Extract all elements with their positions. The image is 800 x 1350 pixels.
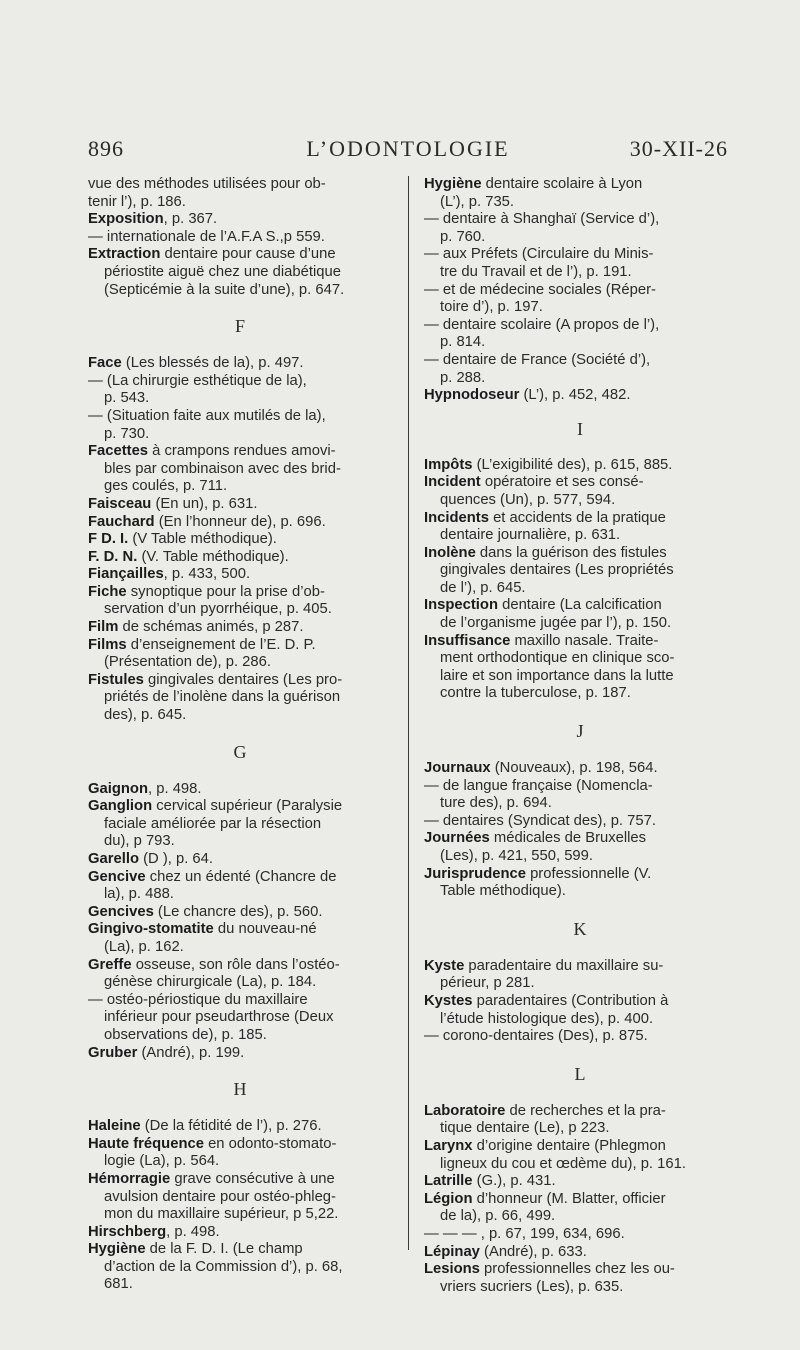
index-entry-fdi: F D. I. (V Table méthodique). xyxy=(88,531,277,548)
index-entry-fiche: Fiche synoptique pour la prise d’ob- servation d’un pyorrhéique, p. 405. xyxy=(88,583,332,618)
index-entry-hygiene-scolaire: — dentaire scolaire (A propos de l’), p. 814. xyxy=(424,316,660,351)
index-entry-hygiene-fdi: Hygiène de la F. D. I. (Le champ d’action de la Commission d’), p. 68, 681. xyxy=(88,1241,343,1293)
index-entry-inspection: Inspection dentaire (La calcification de l’organisme jugée par l’), p. 150. xyxy=(424,597,672,632)
section-letter-i: I xyxy=(577,418,583,439)
section-letter-f: F xyxy=(234,316,245,337)
index-entry-hypnodoseur: Hypnodoseur (L’), p. 452, 482. xyxy=(424,387,631,404)
section-letter-j: J xyxy=(576,721,584,742)
issue-date: 30-XII-26 xyxy=(629,136,728,161)
index-entry-facettes: Facettes à crampons rendues amovi- bles par combinaison avec des brid- ges coulés, p. 711. xyxy=(88,443,341,495)
section-letter-g: G xyxy=(233,741,247,762)
index-entry-kystes: Kystes paradentaires (Contribution à l’étude histologique des), p. 400. xyxy=(424,992,669,1027)
index-entry-gencive: Gencive chez un édenté (Chancre de la), p. 488. xyxy=(88,868,337,903)
index-entry-lesions: Lesions professionnelles chez les ou- vriers sucriers (Les), p. 635. xyxy=(424,1261,675,1295)
index-entry-continuation: vue des méthodes utilisées pour ob- tenir l’), p. 186. xyxy=(88,176,326,210)
index-entry-latrille: Latrille (G.), p. 431. xyxy=(424,1173,556,1190)
index-entry-hygiene-france: — dentaire de France (Société d’), p. 288. xyxy=(424,351,651,386)
index-entry-hirschberg: Hirschberg, p. 498. xyxy=(88,1223,220,1240)
index-entry-ganglion: Ganglion cervical supérieur (Paralysie faciale améliorée par la résection du), p 793. xyxy=(88,798,343,850)
index-entry-jurisprudence: Jurisprudence professionnelle (V. Table méthodique). xyxy=(424,865,652,900)
section-letter-h: H xyxy=(233,1079,247,1100)
index-entry-kystes-corono: — corono-dentaires (Des), p. 875. xyxy=(424,1028,648,1045)
index-entry-fistules: Fistules gingivales dentaires (Les pro- priétés de l’inolène dans la guérison des), p. 645. xyxy=(88,671,343,724)
page-header xyxy=(88,136,728,166)
index-entry-laboratoire: Laboratoire de recherches et la pra- tique dentaire (Le), p 223. xyxy=(424,1102,666,1137)
index-entry-inolene: Inolène dans la guérison des fistules gingivales dentaires (Les propriétés de l’), p. 645. xyxy=(424,544,674,596)
index-entry-exposition: Exposition, p. 367. xyxy=(88,211,218,228)
index-entry-impots: Impôts (L’exigibilité des), p. 615, 885. xyxy=(424,456,673,473)
index-entry-gaignon: Gaignon, p. 498. xyxy=(88,780,202,797)
index-entry-haleine: Haleine (De la fétidité de l’), p. 276. xyxy=(88,1118,322,1135)
index-entry-gruber: Gruber (André), p. 199. xyxy=(88,1044,245,1061)
index-entry-kyste: Kyste paradentaire du maxillaire su- périeur, p 281. xyxy=(424,957,664,992)
index-entry-journaux-dentaires: — dentaires (Syndicat des), p. 757. xyxy=(424,812,656,829)
left-column xyxy=(88,176,392,1294)
index-entry-hygiene-shanghai: — dentaire à Shanghaï (Service d’), p. 760. xyxy=(424,211,660,245)
index-entry-gencives: Gencives (Le chancre des), p. 560. xyxy=(88,903,323,920)
index-entry-face-situation: — (Situation faite aux mutilés de la), p. 730. xyxy=(88,407,326,442)
index-entry-hemorragie: Hémorragie grave consécutive à une avulsion dentaire pour ostéo-phleg- mon du maxillaire supérieur, p 5,22. xyxy=(88,1170,339,1223)
index-entry-face: Face (Les blessés de la), p. 497. xyxy=(88,355,304,372)
index-entry-gingivo-stomatite: Gingivo-stomatite du nouveau-né (La), p. 162. xyxy=(88,921,317,955)
index-entry-journaux: Journaux (Nouveaux), p. 198, 564. xyxy=(424,760,658,777)
index-entry-incident: Incident opératoire et ses consé- quences (Un), p. 577, 594. xyxy=(424,474,644,508)
index-entry-films: Films d’enseignement de l’E. D. P. (Présentation de), p. 286. xyxy=(88,636,316,671)
index-entry-insuffisance: Insuffisance maxillo nasale. Traite- ment orthodontique en clinique sco- laire et son importance dans la lutte contre la tuberculose, p. 187. xyxy=(424,632,675,702)
index-entry-film: Film de schémas animés, p 287. xyxy=(88,619,304,636)
index-entry-hygiene-prefets: — aux Préfets (Circulaire du Minis- tre du Travail et de l’), p. 191. xyxy=(424,246,654,280)
index-entry-face-chirurgie: — (La chirurgie esthétique de la), p. 543. xyxy=(88,372,307,407)
index-entry-incidents: Incidents et accidents de la pratique dentaire journalière, p. 631. xyxy=(424,509,666,544)
section-letter-k: K xyxy=(573,918,587,939)
index-entry-fiancailles: Fiançailles, p. 433, 500. xyxy=(88,566,251,583)
page-number: 896 xyxy=(88,136,124,161)
index-entry-hygiene-lyon: Hygiène dentaire scolaire à Lyon (L’), p. 735. xyxy=(424,176,643,210)
journal-title: L’ODONTOLOGIE xyxy=(306,136,510,161)
index-entry-journaux-langue: — de langue française (Nomencla- ture des), p. 694. xyxy=(424,777,653,812)
index-entry-fauchard: Fauchard (En l’honneur de), p. 696. xyxy=(88,513,326,530)
section-letter-l: L xyxy=(574,1063,586,1084)
index-entry-extraction: Extraction dentaire pour cause d’une périostite aiguë chez une diabétique (Septicémie à la suite d’une), p. 647. xyxy=(88,246,345,298)
index-entry-faisceau: Faisceau (En un), p. 631. xyxy=(88,495,258,512)
column-divider xyxy=(408,176,409,1250)
index-entry-legion-dash: — — — , p. 67, 199, 634, 696. xyxy=(424,1225,625,1242)
index-entry-garello: Garello (D ), p. 64. xyxy=(88,851,214,867)
index-entry-haute-frequence: Haute fréquence en odonto-stomato- logie (La), p. 564. xyxy=(88,1135,337,1170)
index-entry-greffe-osteo: — ostéo-périostique du maxillaire inférieur pour pseudarthrose (Deux observations de), p. 185. xyxy=(88,991,334,1043)
right-column xyxy=(424,176,736,1296)
index-entry-hygiene-medecine: — et de médecine sociales (Réper- toire d’), p. 197. xyxy=(424,281,656,316)
index-entry-journees: Journées médicales de Bruxelles (Les), p. 421, 550, 599. xyxy=(424,830,647,864)
index-entry-larynx: Larynx d’origine dentaire (Phlegmon ligneux du cou et œdème du), p. 161. xyxy=(424,1137,686,1172)
index-entry-lepinay: Lépinay (André), p. 633. xyxy=(424,1243,587,1260)
index-entry-legion: Légion d’honneur (M. Blatter, officier de la), p. 66, 499. xyxy=(424,1190,666,1225)
index-entry-greffe: Greffe osseuse, son rôle dans l’ostéo- génèse chirurgicale (La), p. 184. xyxy=(88,956,340,991)
index-entry-fdn: F. D. N. (V. Table méthodique). xyxy=(88,548,289,565)
index-entry-exposition-internationale: — internationale de l’A.F.A S.,p 559. xyxy=(88,228,325,245)
